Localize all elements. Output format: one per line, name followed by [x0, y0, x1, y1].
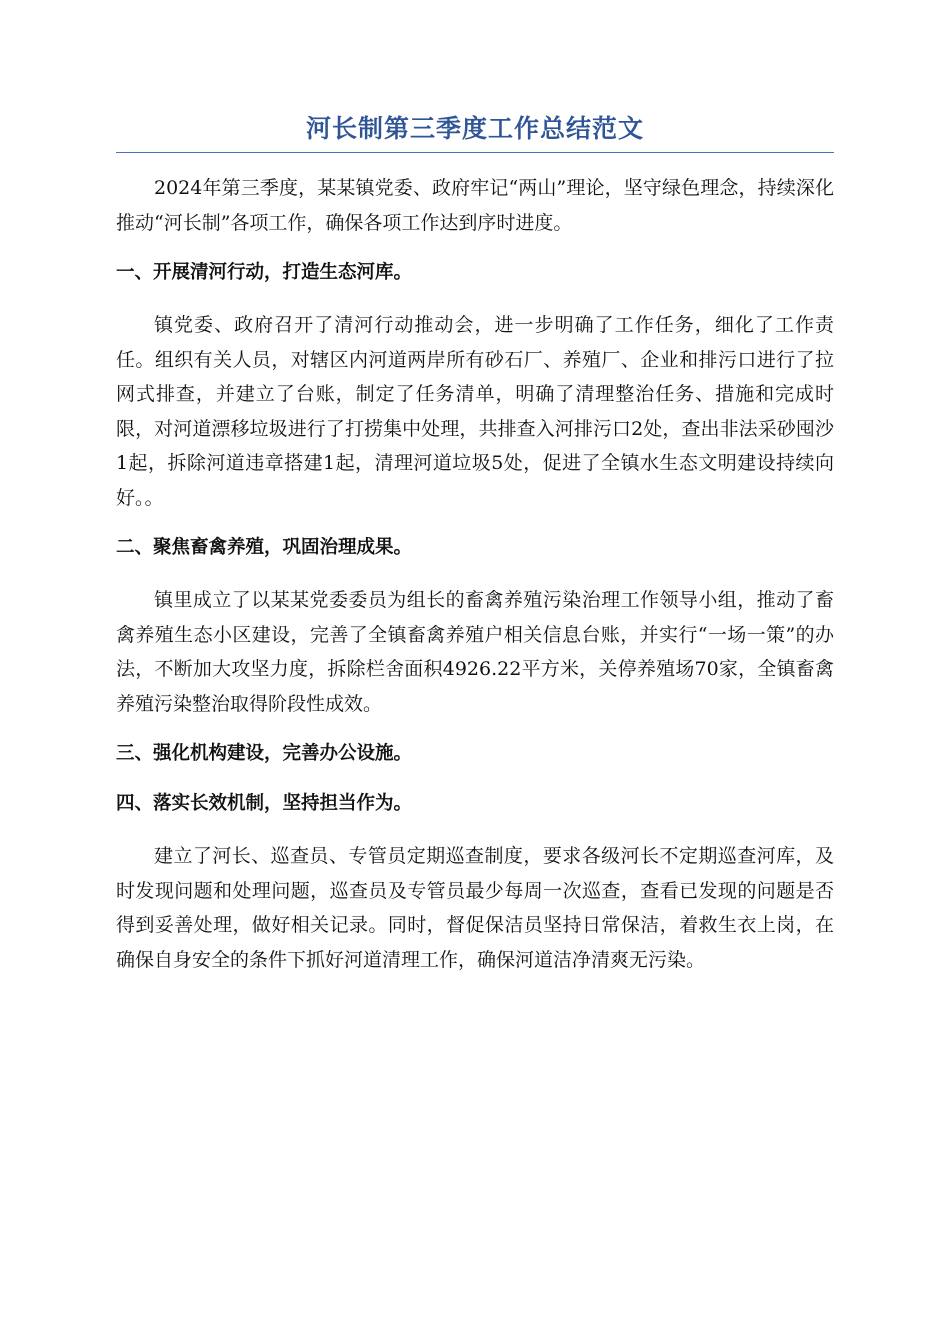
- document-title: 河长制第三季度工作总结范文: [116, 112, 834, 153]
- section-heading-2: 二、聚焦畜禽养殖，巩固治理成果。: [116, 537, 413, 558]
- section-heading-3: 三、强化机构建设，完善办公设施。: [116, 743, 413, 764]
- section-1-paragraph: 镇党委、政府召开了清河行动推动会，进一步明确了工作任务，细化了工作责任。组织有关人员，对辖区内河道两岸所有砂石厂、养殖厂、企业和排污口进行了拉网式排查，并建立了台账，制定了任务清单，明确了清理整治任务、措施和完成时限，对河道漂移垃圾进行了打捞集中处理，共排查入河排污口2处，查出非法采砂囤沙1起，拆除河道违章搭建1起，清理河道垃圾5处，促进了全镇水生态文明建设持续向好。。: [116, 314, 834, 509]
- section-2-paragraph: 镇里成立了以某某党委委员为组长的畜禽养殖污染治理工作领导小组，推动了畜禽养殖生态小区建设，完善了全镇畜禽养殖户相关信息台账，并实行“一场一策”的办法，不断加大攻坚力度，拆除栏舍面积4926.22平方米，关停养殖场70家，全镇畜禽养殖污染整治取得阶段性成效。: [116, 589, 834, 715]
- section-4-paragraph: 建立了河长、巡查员、专管员定期巡查制度，要求各级河长不定期巡查河库，及时发现问题和处理问题，巡查员及专管员最少每周一次巡查，查看已发现的问题是否得到妥善处理，做好相关记录。同时，督促保洁员坚持日常保洁，着救生衣上岗，在确保自身安全的条件下抓好河道清理工作，确保河道洁净清爽无污染。: [116, 845, 834, 971]
- section-heading-4: 四、落实长效机制，坚持担当作为。: [116, 793, 413, 814]
- section-heading-1: 一、开展清河行动，打造生态河库。: [116, 262, 413, 283]
- intro-paragraph: 2024年第三季度，某某镇党委、政府牢记“两山”理论，坚守绿色理念，持续深化推动“河长制”各项工作，确保各项工作达到序时进度。: [116, 177, 834, 234]
- document-page: [116, 112, 834, 977]
